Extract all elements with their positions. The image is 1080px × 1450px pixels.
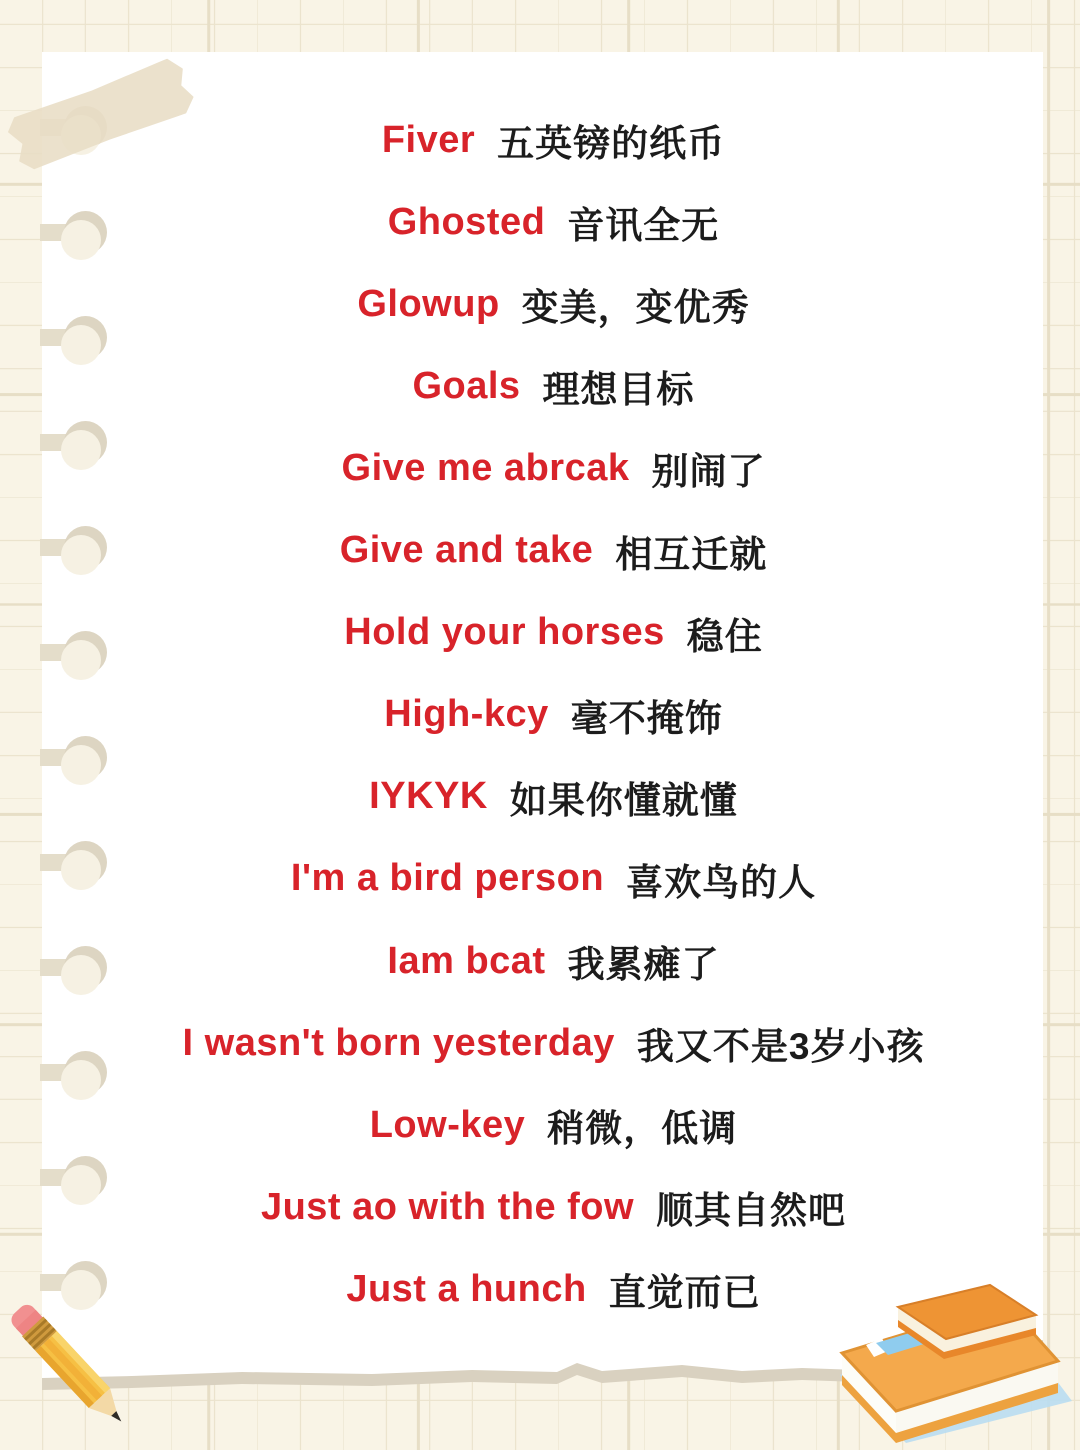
phrase-row — [42, 771, 1043, 823]
english-term: Just a hunch — [346, 1267, 587, 1310]
phrase-list — [42, 52, 1043, 1378]
books-icon — [812, 1281, 1080, 1443]
chinese-meaning: 我累瘫了 — [567, 944, 720, 985]
phrase-row — [42, 1099, 1043, 1151]
phrase-row — [42, 607, 1043, 659]
english-term: I wasn't born yesterday — [182, 1021, 615, 1064]
pencil-icon — [2, 1290, 172, 1450]
phrase-row — [42, 689, 1043, 741]
english-term: I'm a bird person — [290, 857, 605, 900]
chinese-meaning: 顺其自然吧 — [656, 1190, 847, 1232]
chinese-meaning: 相互迁就 — [615, 533, 768, 575]
english-term: Give me abrcak — [341, 446, 630, 489]
english-term: Goals — [412, 364, 521, 407]
english-term: High-kcy — [384, 693, 549, 736]
chinese-meaning: 我又不是3岁小孩 — [636, 1026, 925, 1068]
english-term: Give and take — [339, 529, 594, 571]
chinese-meaning: 变美，变优秀 — [521, 287, 750, 329]
phrase-row — [42, 360, 1043, 412]
chinese-meaning: 如果你懂就懂 — [509, 779, 738, 821]
chinese-meaning: 稍微，低调 — [547, 1108, 738, 1150]
phrase-row — [42, 525, 1043, 577]
chinese-meaning: 音讯全无 — [567, 205, 720, 247]
phrase-row — [42, 935, 1043, 987]
english-term: Iam bcat — [387, 939, 546, 982]
phrase-row — [42, 196, 1043, 248]
phrase-row — [42, 853, 1043, 905]
chinese-meaning: 稳住 — [686, 615, 763, 657]
chinese-meaning: 理想目标 — [542, 369, 695, 411]
english-term: Just ao with the fow — [260, 1185, 635, 1228]
english-term: Low-key — [369, 1103, 526, 1146]
phrase-row — [42, 1181, 1043, 1233]
english-term: IYKYK — [369, 775, 488, 818]
chinese-meaning: 别闹了 — [651, 451, 766, 493]
chinese-meaning: 直觉而已 — [608, 1272, 761, 1314]
phrase-row — [42, 278, 1043, 330]
chinese-meaning: 五英镑的纸币 — [497, 123, 726, 164]
phrase-row — [42, 1017, 1043, 1069]
chinese-meaning: 毫不掩饰 — [570, 697, 723, 739]
phrase-row — [42, 114, 1043, 166]
english-term: Glowup — [357, 282, 500, 325]
chinese-meaning: 喜欢鸟的人 — [626, 861, 817, 903]
english-term: Hold your horses — [344, 611, 665, 654]
english-term: Fiver — [381, 118, 476, 161]
english-term: Ghosted — [387, 200, 546, 243]
phrase-row — [42, 442, 1043, 494]
